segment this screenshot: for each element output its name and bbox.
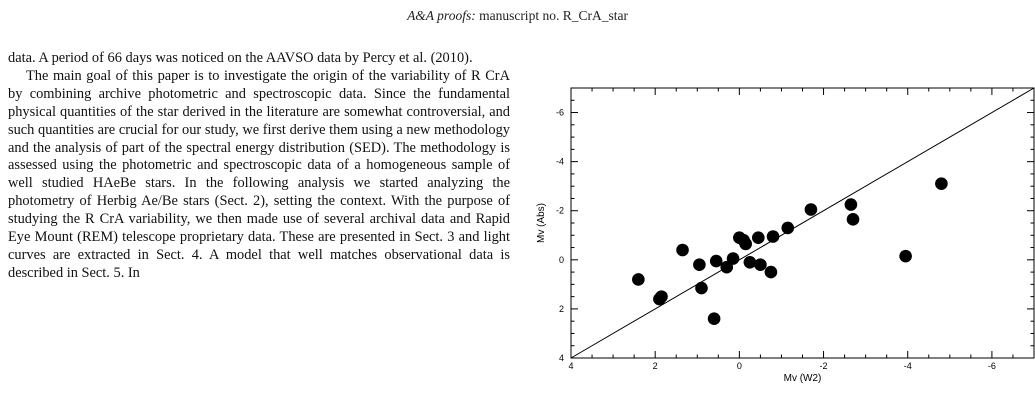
y-tick-label: 2 <box>558 303 564 314</box>
y-tick-label: 4 <box>558 353 564 363</box>
data-point <box>899 250 912 263</box>
data-points <box>632 177 948 325</box>
figure-mv-comparison <box>525 58 1035 412</box>
data-point <box>693 258 706 271</box>
data-point <box>847 213 860 226</box>
x-axis-ticks <box>568 88 1034 371</box>
running-head <box>0 8 1035 24</box>
x-tick-label: 4 <box>568 361 574 371</box>
x-tick-label: 0 <box>736 361 742 371</box>
y-axis-label: Mv (Abs) <box>536 203 547 243</box>
data-point <box>676 244 689 257</box>
data-point <box>805 203 818 216</box>
data-point <box>935 177 948 190</box>
data-point <box>695 282 708 295</box>
paragraph-continued: data. A period of 66 days was noticed on the AAVSO data by Percy et al. (2010). <box>8 50 473 66</box>
data-point <box>655 290 668 303</box>
manuscript-number: manuscript no. R_CrA_star <box>479 8 628 23</box>
data-point <box>710 255 723 268</box>
x-tick-label: -2 <box>819 361 828 371</box>
y-tick-label: -2 <box>555 205 564 216</box>
body-text-column <box>8 50 510 283</box>
paragraph-main-goal: The main goal of this paper is to investigate the origin of the variability of R CrA by combining archive photometric and spectroscopic data. Since the fundamental physical quantities of the star derived in the literature are somewhat controversial, and such quantities are crucial for our study, we first derive them using a new methodology and the analysis of part of the spectral energy distribution (SED). The methodology is assessed using the photometric and spectroscopic data of a homogeneous sample of well studied HAeBe stars. In the following analysis we started analyzing the photometry of Herbig Ae/Be stars (Sect. 2), setting the context. With the purpose of studying the R CrA variability, we then made use of several archival data and Rapid Eye Mount (REM) telescope proprietary data. These are presented in Sect. 3 and light curves are extracted in Sect. 4. A model that well matches observational data is described in Sect. 5. In <box>8 67 510 281</box>
data-point <box>708 312 721 325</box>
data-point <box>767 230 780 243</box>
x-tick-label: 2 <box>652 361 658 371</box>
x-tick-label: -6 <box>987 361 996 371</box>
data-point <box>744 256 757 269</box>
y-tick-label: -6 <box>555 107 564 118</box>
x-tick-label: -4 <box>903 361 912 371</box>
y-tick-label: -4 <box>555 156 564 167</box>
data-point <box>845 198 858 211</box>
y-tick-label: 0 <box>558 254 564 265</box>
data-point <box>737 234 750 247</box>
data-point <box>765 266 778 279</box>
data-point <box>632 273 645 286</box>
one-to-one-reference-line <box>571 88 1034 358</box>
data-point <box>727 252 740 265</box>
data-point <box>752 231 765 244</box>
data-point <box>781 222 794 235</box>
data-point <box>754 258 767 271</box>
x-axis-label: Mv (W2) <box>783 373 822 384</box>
journal-name: A&A proofs: <box>407 8 476 23</box>
scatter-plot <box>525 58 1035 412</box>
